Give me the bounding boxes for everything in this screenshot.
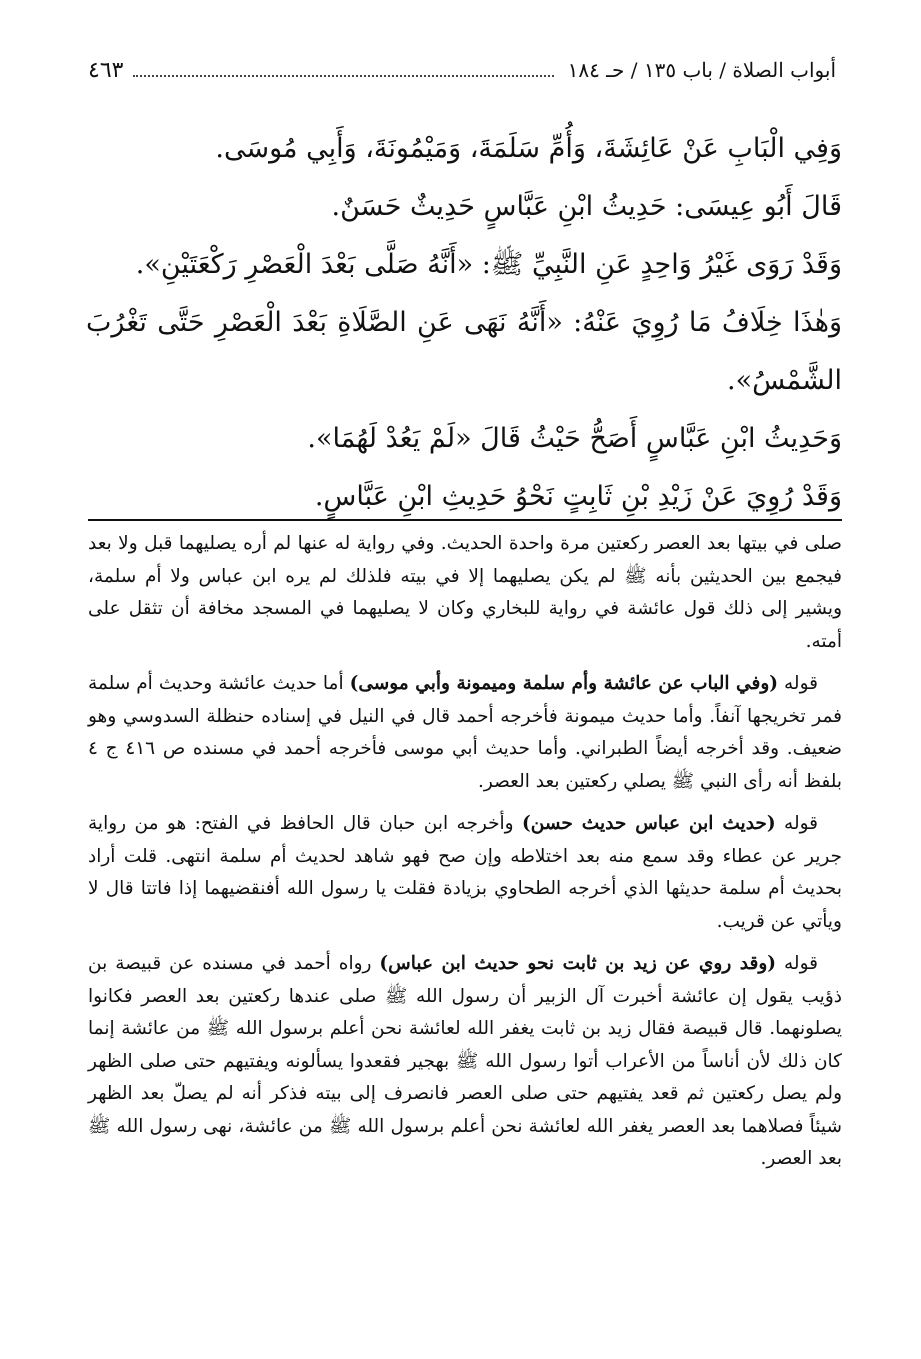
paragraph-lead: قوله [784, 953, 818, 974]
matn-line: وَقَدْ رَوَى غَيْرُ وَاحِدٍ عَنِ النَّبِيِّ ﷺ: «أَنَّهُ صَلَّى بَعْدَ الْعَصْرِ رَكْعَتَيْنِ». [135, 249, 842, 280]
commentary-paragraph [88, 948, 842, 1176]
commentary-paragraph [88, 808, 842, 938]
matn-line: وَقَدْ رُوِيَ عَنْ زَيْدِ بْنِ ثَابِتٍ نَحْوُ حَدِيثِ ابْنِ عَبَّاسٍ. [314, 481, 842, 512]
paragraph-lead: قوله [784, 813, 818, 834]
matn-line: وَهٰذَا خِلَافُ مَا رُوِيَ عَنْهُ: «أَنَّهُ نَهَى عَنِ الصَّلَاةِ بَعْدَ الْعَصْرِ حَتَّى تَغْرُبَ الشَّمْسُ». [86, 307, 842, 396]
hadith-text [86, 120, 842, 526]
paragraph-lead: قوله [784, 673, 818, 694]
commentary-continuation: صلى في بيتها بعد العصر ركعتين مرة واحدة الحديث. وفي رواية له عنها لم أره يصليهما قبل ولا بعد فيجمع بين الحديثين بأنه ﷺ لم يكن يصليهما إلا في بيته فلذلك لم يره ابن عباس ولا أم سلمة، ويشير إلى ذلك قول عائشة في رواية للبخاري وكان لا يصليهما في المسجد مخافة أن تثقل على أمته. [88, 533, 842, 652]
quoted-phrase: (وقد روي عن زيد بن ثابت نحو حديث ابن عباس) [379, 953, 777, 974]
page-number: ٤٦٣ [88, 58, 124, 83]
commentary-paragraph [88, 668, 842, 798]
page-header [88, 58, 836, 88]
matn-line: قَالَ أَبُو عِيسَى: حَدِيثُ ابْنِ عَبَّاسٍ حَدِيثٌ حَسَنٌ. [331, 191, 842, 222]
running-title: أبواب الصلاة / باب ١٣٥ / حـ ١٨٤ [567, 58, 836, 82]
paragraph-text: أما حديث عائشة وحديث أم سلمة فمر تخريجها آنفاً. وأما حديث ميمونة فأخرجه أحمد قال في النيل في إسناده حنظلة السدوسي وهو ضعيف. وقد أخرجه أيضاً الطبراني. وأما حديث أبي موسى فأخرجه أحمد في مسنده ص ٤١٦ ج ٤ بلفظ أنه رأى النبي ﷺ يصلي ركعتين بعد العصر. [88, 673, 842, 792]
footnote-divider [88, 519, 842, 521]
quoted-phrase: (حديث ابن عباس حديث حسن) [522, 813, 776, 834]
dotted-leader [133, 61, 553, 77]
paragraph-text: وأخرجه ابن حبان قال الحافظ في الفتح: هو من رواية جرير عن عطاء وقد سمع منه بعد اختلاطه وإن صح فهو شاهد لحديث أم سلمة انتهى. قلت أراد بحديث أم سلمة حديثها الذي أخرجه الطحاوي بزيادة فقلت يا رسول الله أفنقضيهما إذا فاتتا قال لا ويأتي عن قريب. [88, 813, 842, 932]
quoted-phrase: (وفي الباب عن عائشة وأم سلمة وميمونة وأبي موسى) [349, 673, 779, 694]
paragraph-text: رواه أحمد في مسنده عن قبيصة بن ذؤيب يقول إن عائشة أخبرت آل الزبير أن رسول الله ﷺ صلى عندها ركعتين بعد العصر فكانوا يصلونهما. قال قبيصة فقال زيد بن ثابت يغفر الله لعائشة نحن أعلم برسول الله ﷺ من عائشة إنما كان ذلك لأن أناساً من الأعراب أتوا رسول الله ﷺ بهجير فقعدوا يسألونه ويفتيهم حتى صلى الظهر ولم يصل ركعتين ثم قعد يفتيهم حتى صلى العصر فانصرف إلى بيته فذكر أنه لم يصلّ بعد الظهر شيئاً فصلاهما بعد العصر يغفر الله لعائشة نحن أعلم برسول الله ﷺ من عائشة، نهى رسول الله ﷺ بعد العصر. [88, 953, 842, 1169]
matn-line: وَفِي الْبَابِ عَنْ عَائِشَةَ، وَأُمِّ سَلَمَةَ، وَمَيْمُونَةَ، وَأَبِي مُوسَى. [215, 133, 842, 164]
matn-line: وَحَدِيثُ ابْنِ عَبَّاسٍ أَصَحُّ حَيْثُ قَالَ «لَمْ يَعُدْ لَهُمَا». [307, 423, 842, 454]
commentary [88, 528, 842, 1186]
